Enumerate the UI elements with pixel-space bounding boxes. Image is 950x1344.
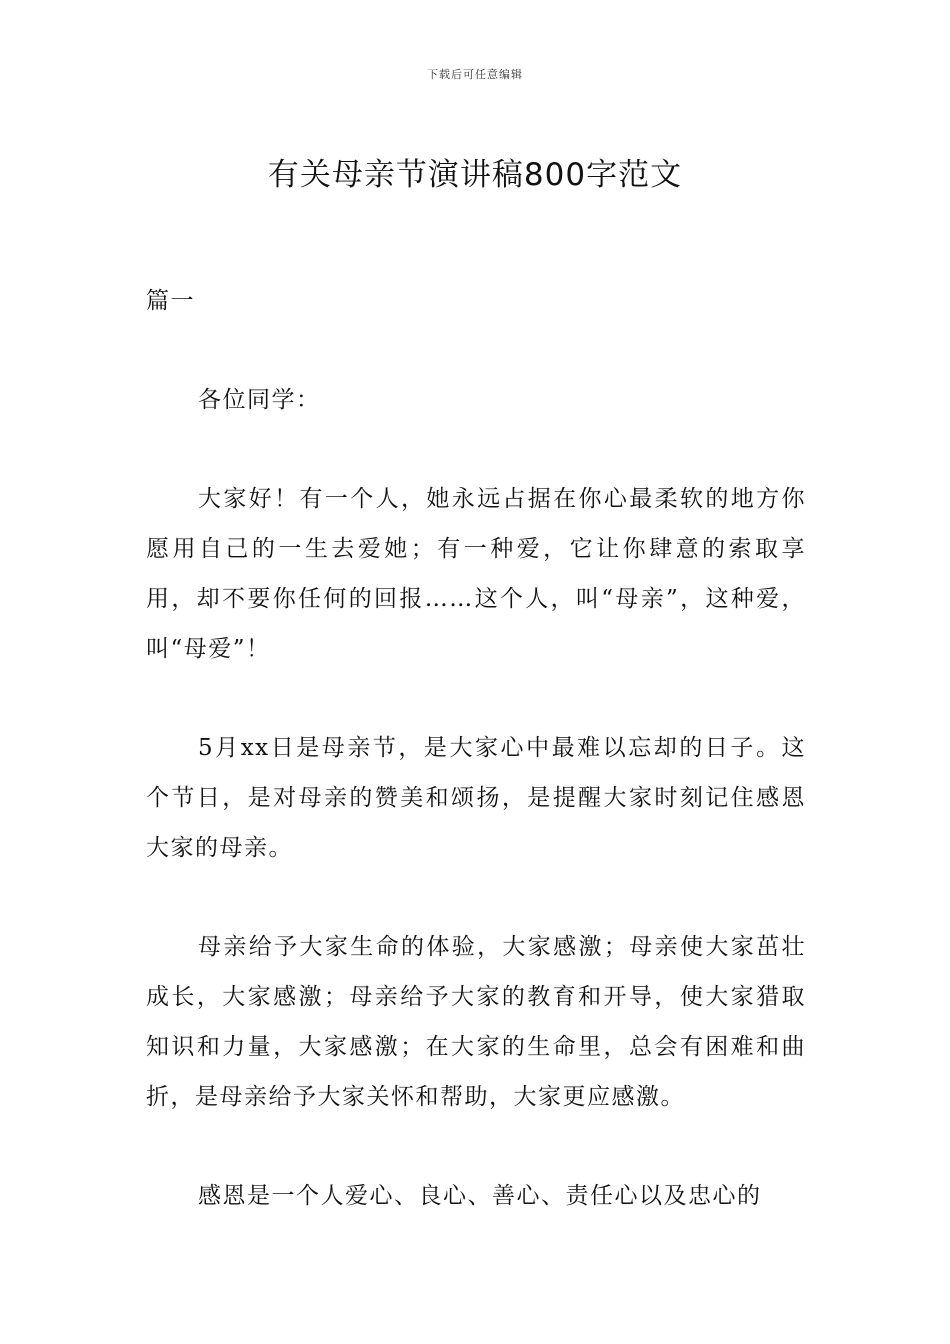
greeting: 各位同学： (198, 387, 321, 413)
paragraph-1: 大家好！有一个人，她永远占据在你心最柔软的地方你愿用自己的一生去爱她；有一种爱，它让你肆意的索取享用，却不要你任何的回报……这个人，叫“母亲”，这种爱，叫“母爱”！ (146, 486, 806, 662)
document-body (146, 276, 806, 1221)
header-note: 下载后可任意编辑 (427, 68, 523, 81)
section-label: 篇一 (146, 288, 195, 314)
paragraph-3: 母亲给予大家生命的体验，大家感激；母亲使大家茁壮成长，大家感激；母亲给予大家的教育和开导，使大家猎取知识和力量，大家感激；在大家的生命里，总会有困难和曲折，是母亲给予大家关怀和帮助，大家更应感激。 (146, 934, 806, 1110)
document-title: 有关母亲节演讲稿800字范文 (267, 156, 683, 193)
paragraph-4: 感恩是一个人爱心、良心、善心、责任心以及忠心的 (198, 1183, 762, 1209)
paragraph-2: 5月xx日是母亲节，是大家心中最难以忘却的日子。这个节日，是对母亲的赞美和颂扬，是提醒大家时刻记住感恩大家的母亲。 (146, 735, 806, 861)
